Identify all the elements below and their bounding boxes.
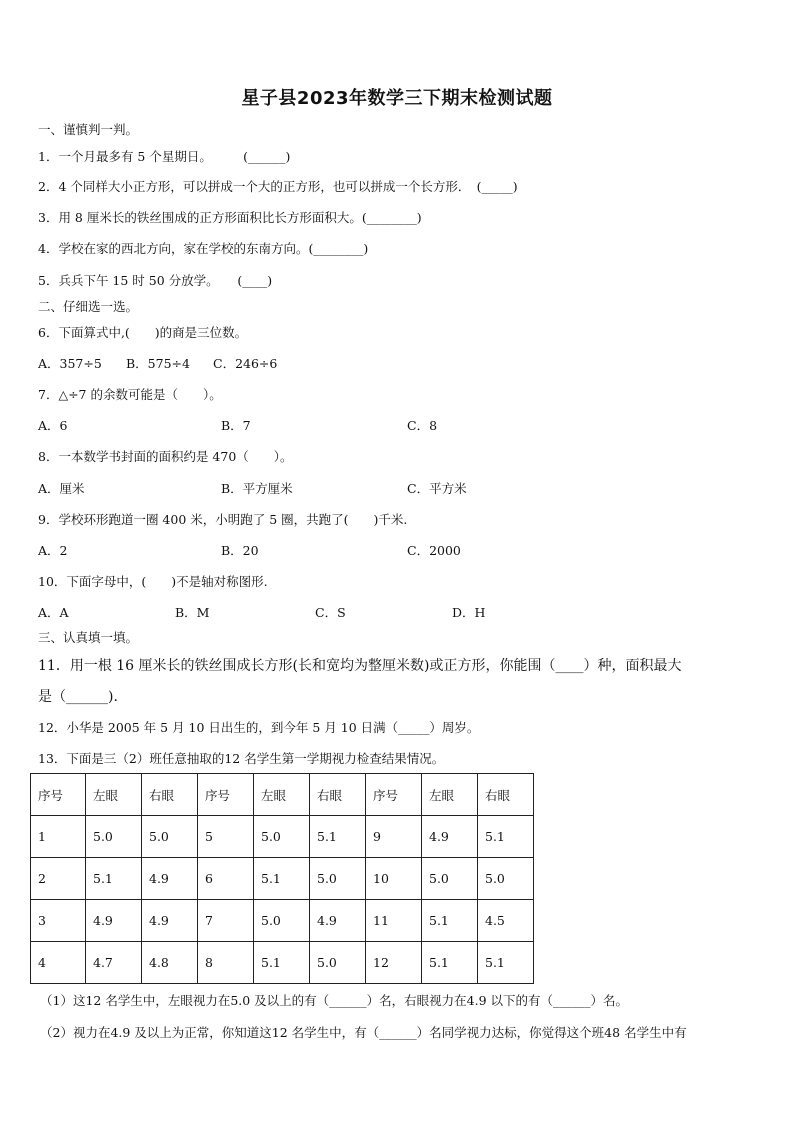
- table-cell: 4.5: [478, 900, 534, 942]
- table-cell: 5.0: [478, 858, 534, 900]
- table-cell: 5.0: [310, 858, 366, 900]
- question-9: 9．学校环形跑道一圈 400 米，小明跑了 5 圈，共跑了( )千米.: [38, 512, 408, 527]
- question-4: 4．学校在家的西北方向，家在学校的东南方向。(________): [38, 241, 369, 256]
- question-8: 8．一本数学书封面的面积约是 470（ ）。: [38, 449, 293, 464]
- table-cell: 5.1: [86, 858, 142, 900]
- table-row: [31, 858, 534, 900]
- table-row: [31, 816, 534, 858]
- q8-option-b: B．平方厘米: [221, 481, 293, 496]
- question-11-cont: 是（______).: [38, 689, 118, 705]
- table-cell: 2: [31, 858, 86, 900]
- question-12: 12．小华是 2005 年 5 月 10 日出生的，到今年 5 月 10 日满（_____）周岁。: [38, 720, 480, 735]
- table-cell: 4.7: [86, 942, 142, 984]
- table-cell: 4.9: [310, 900, 366, 942]
- q10-option-d: D．H: [452, 605, 486, 620]
- header-cell: 序号: [31, 774, 86, 816]
- header-cell: 左眼: [254, 774, 310, 816]
- question-3: 3．用 8 厘米长的铁丝围成的正方形面积比长方形面积大。(________): [38, 210, 422, 225]
- table-row: [31, 900, 534, 942]
- table-header-row: [31, 774, 534, 816]
- header-cell: 右眼: [142, 774, 198, 816]
- table-cell: 6: [198, 858, 254, 900]
- question-2: 2．4 个同样大小正方形，可以拼成一个大的正方形，也可以拼成一个长方形． (_____): [38, 179, 518, 194]
- header-cell: 序号: [366, 774, 422, 816]
- table-cell: 5: [198, 816, 254, 858]
- table-cell: 5.0: [86, 816, 142, 858]
- question-6: 6．下面算式中,( )的商是三位数。: [38, 325, 248, 340]
- header-cell: 左眼: [86, 774, 142, 816]
- section-heading-judge: 一、谨慎判一判。: [38, 122, 139, 137]
- table-cell: 4.9: [422, 816, 478, 858]
- header-cell: 右眼: [478, 774, 534, 816]
- vision-table: [30, 773, 534, 984]
- table-cell: 7: [198, 900, 254, 942]
- table-cell: 5.1: [254, 942, 310, 984]
- header-cell: 右眼: [310, 774, 366, 816]
- table-cell: 5.0: [254, 816, 310, 858]
- header-cell: 序号: [198, 774, 254, 816]
- q7-option-a: A．6: [38, 418, 68, 433]
- question-13-part-1: （1）这12 名学生中，左眼视力在5.0 及以上的有（______）名，右眼视力在4.9 以下的有（______）名。: [40, 993, 629, 1008]
- table-cell: 5.1: [422, 900, 478, 942]
- table-cell: 5.0: [142, 816, 198, 858]
- table-row: [31, 942, 534, 984]
- question-13: 13．下面是三（2）班任意抽取的12 名学生第一学期视力检查结果情况。: [38, 751, 445, 766]
- section-heading-choice: 二、仔细选一选。: [38, 299, 139, 314]
- question-5: 5．兵兵下午 15 时 50 分放学。 (____): [38, 273, 273, 288]
- q6-option-b: B．575÷4: [126, 356, 190, 371]
- table-cell: 5.0: [310, 942, 366, 984]
- question-1: 1．一个月最多有 5 个星期日。 (______): [38, 149, 291, 164]
- table-cell: 4: [31, 942, 86, 984]
- table-cell: 5.1: [422, 942, 478, 984]
- q8-option-c: C．平方米: [407, 481, 467, 496]
- table-cell: 10: [366, 858, 422, 900]
- q6-option-a: A．357÷5: [38, 356, 102, 371]
- table-cell: 4.9: [142, 858, 198, 900]
- table-cell: 9: [366, 816, 422, 858]
- section-heading-fill: 三、认真填一填。: [38, 630, 139, 645]
- q10-option-c: C．S: [315, 605, 346, 620]
- q9-option-b: B．20: [221, 543, 259, 558]
- q10-option-b: B．M: [175, 605, 210, 620]
- page-title: 星子县2023年数学三下期末检测试题: [241, 88, 553, 109]
- table-cell: 1: [31, 816, 86, 858]
- table-cell: 4.8: [142, 942, 198, 984]
- q9-option-a: A．2: [38, 543, 68, 558]
- q7-option-b: B．7: [221, 418, 251, 433]
- table-cell: 5.1: [254, 858, 310, 900]
- question-7: 7．△÷7 的余数可能是（ ）。: [38, 387, 222, 402]
- q9-option-c: C．2000: [407, 543, 461, 558]
- header-cell: 左眼: [422, 774, 478, 816]
- q6-option-c: C．246÷6: [213, 356, 278, 371]
- table-cell: 5.1: [310, 816, 366, 858]
- table-cell: 11: [366, 900, 422, 942]
- table-cell: 4.9: [142, 900, 198, 942]
- question-13-part-2: （2）视力在4.9 及以上为正常，你知道这12 名学生中，有（______）名同学视力达标，你觉得这个班48 名学生中有: [40, 1025, 687, 1040]
- table-cell: 3: [31, 900, 86, 942]
- question-10: 10．下面字母中，( )不是轴对称图形.: [38, 574, 268, 589]
- table-cell: 5.0: [254, 900, 310, 942]
- table-cell: 5.1: [478, 816, 534, 858]
- q8-option-a: A．厘米: [38, 481, 85, 496]
- table-cell: 8: [198, 942, 254, 984]
- question-11: 11．用一根 16 厘米长的铁丝围成长方形(长和宽均为整厘米数)或正方形，你能围（____）种，面积最大: [38, 658, 682, 674]
- q7-option-c: C．8: [407, 418, 438, 433]
- table-cell: 12: [366, 942, 422, 984]
- table-cell: 4.9: [86, 900, 142, 942]
- table-cell: 5.1: [478, 942, 534, 984]
- q10-option-a: A．A: [38, 605, 69, 620]
- table-cell: 5.0: [422, 858, 478, 900]
